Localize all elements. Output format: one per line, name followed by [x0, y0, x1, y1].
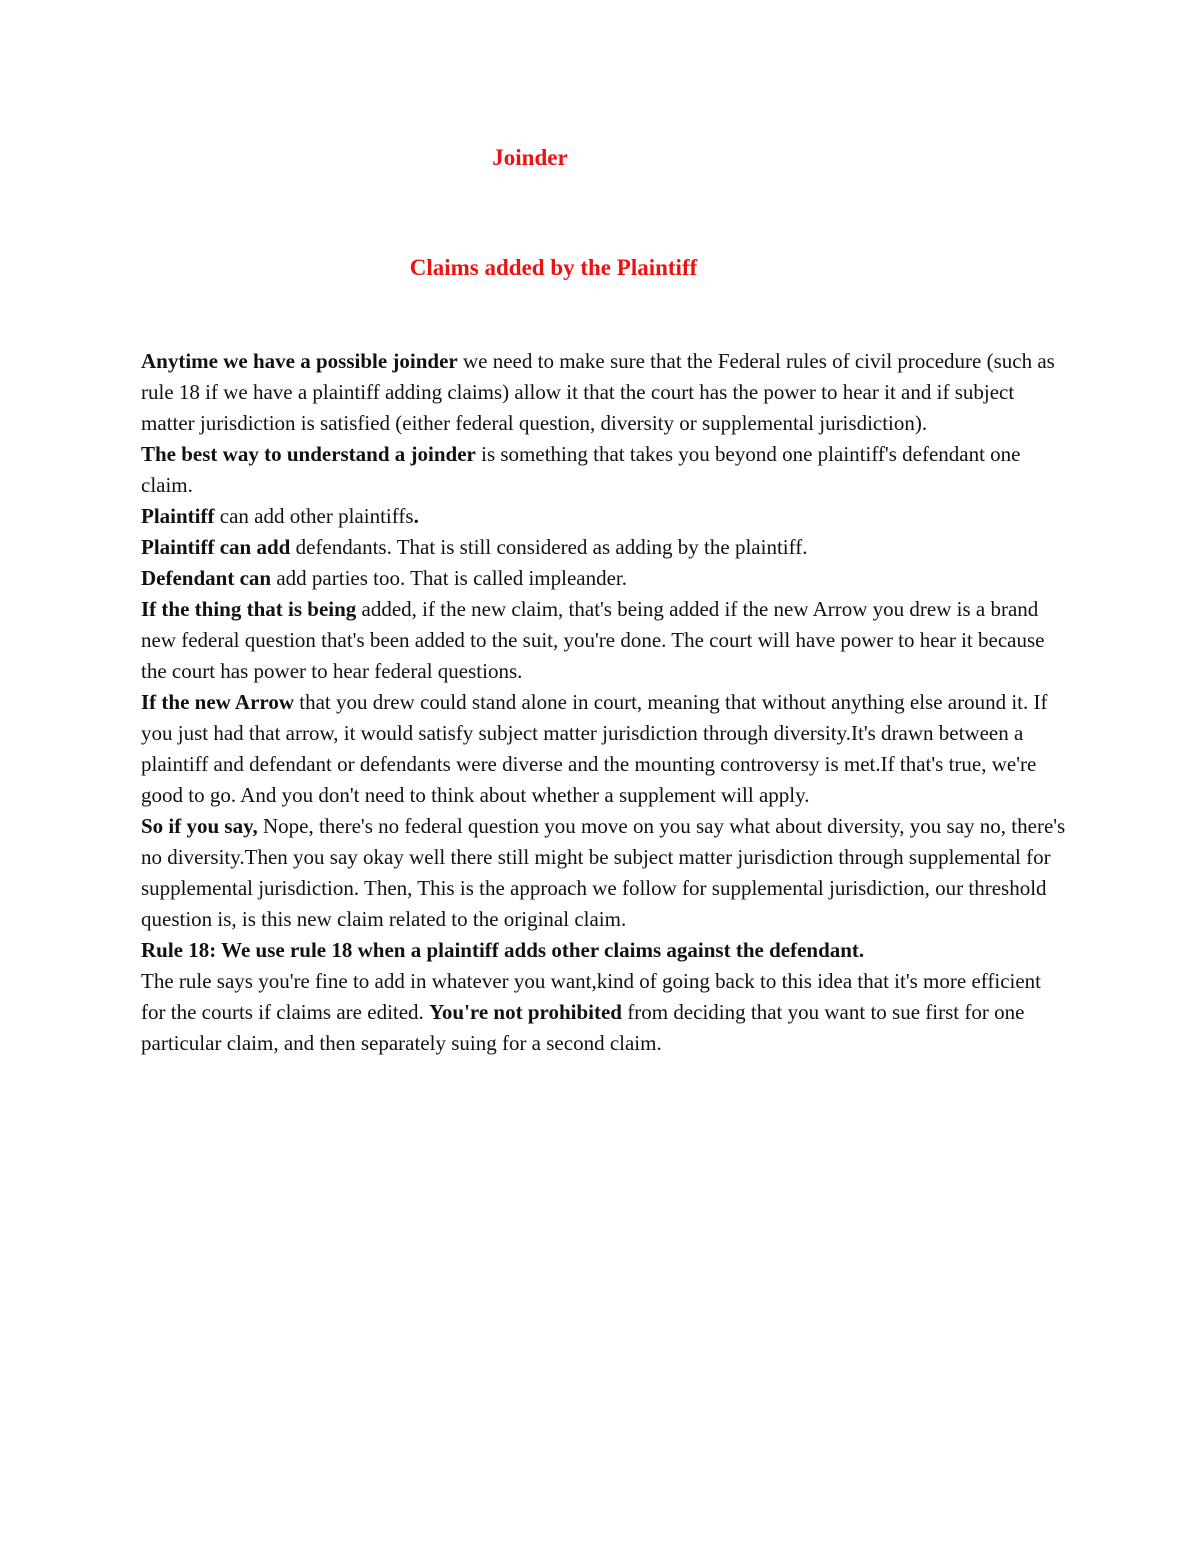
text-run: Nope, there's no federal question you move on you say what about diversity, you say no, there's no diversity.Then you say okay well there still might be subject matter jurisdiction through supplemental for supplemental jurisdiction. Then, This is the approach we follow for supplemental jurisdiction, our threshold question is, is this new claim related to the original claim.: [141, 814, 1066, 931]
text-run: we need to make sure that the Federal rules of civil procedure (such as rule 18 if we have a plaintiff adding claims) allow it that the court has the power to hear it and if subject matter jurisdiction is satisfied (either federal question, diversity or supplemental jurisdiction).: [141, 349, 1055, 435]
bold-text-run: Plaintiff can add: [141, 535, 291, 559]
bold-text-run: So if you say,: [141, 814, 258, 838]
paragraph: [141, 346, 1066, 439]
bold-text-run: You're not prohibited: [429, 1000, 622, 1024]
bold-text-run: If the new Arrow: [141, 690, 295, 714]
paragraph: [141, 811, 1066, 935]
bold-text-run: Anytime we have a possible joinder: [141, 349, 458, 373]
text-run: defendants. That is still considered as adding by the plaintiff.: [290, 535, 808, 559]
paragraph: [141, 594, 1066, 687]
document-title: Joinder: [492, 145, 568, 170]
text-run: is something that takes you beyond one plaintiff's defendant one claim.: [141, 442, 1021, 497]
text-run: can add other plaintiffs: [214, 504, 414, 528]
paragraph: [141, 563, 1066, 594]
text-run: from deciding that you want to sue first for one particular claim, and then separately suing for a second claim.: [141, 1000, 1025, 1055]
paragraph: [141, 966, 1066, 1059]
bold-text-run: .: [413, 504, 419, 528]
bold-text-run: Plaintiff: [141, 504, 215, 528]
paragraph: [141, 935, 1066, 966]
bold-text-run: If the thing that is being: [141, 597, 357, 621]
text-run: add parties too. That is called impleander.: [271, 566, 628, 590]
bold-text-run: The best way to understand a joinder: [141, 442, 476, 466]
bold-text-run: Rule 18: We use rule 18 when a plaintiff adds other claims against the defendant.: [141, 938, 865, 962]
text-run: The rule says you're fine to add in whatever you want,kind of going back to this idea that it's more efficient for the courts if claims are edited.: [141, 969, 1042, 1024]
paragraph: [141, 687, 1066, 811]
paragraph: [141, 532, 1066, 563]
paragraph: [141, 439, 1066, 501]
paragraph: [141, 501, 1066, 532]
text-run: that you drew could stand alone in court, meaning that without anything else around it. If you just had that arrow, it would satisfy subject matter jurisdiction through diversity.It's drawn between a plaintiff and defendant or defendants were diverse and the mounting controversy is met.If that's true, we're good to go. And you don't need to think about whether a supplement will apply.: [141, 690, 1048, 807]
text-run: added, if the new claim, that's being added if the new Arrow you drew is a brand new federal question that's been added to the suit, you're done. The court will have power to hear it because the court has power to hear federal questions.: [141, 597, 1045, 683]
bold-text-run: Defendant can: [141, 566, 272, 590]
document-body: [141, 346, 1066, 1059]
section-heading: Claims added by the Plaintiff: [409, 255, 698, 280]
